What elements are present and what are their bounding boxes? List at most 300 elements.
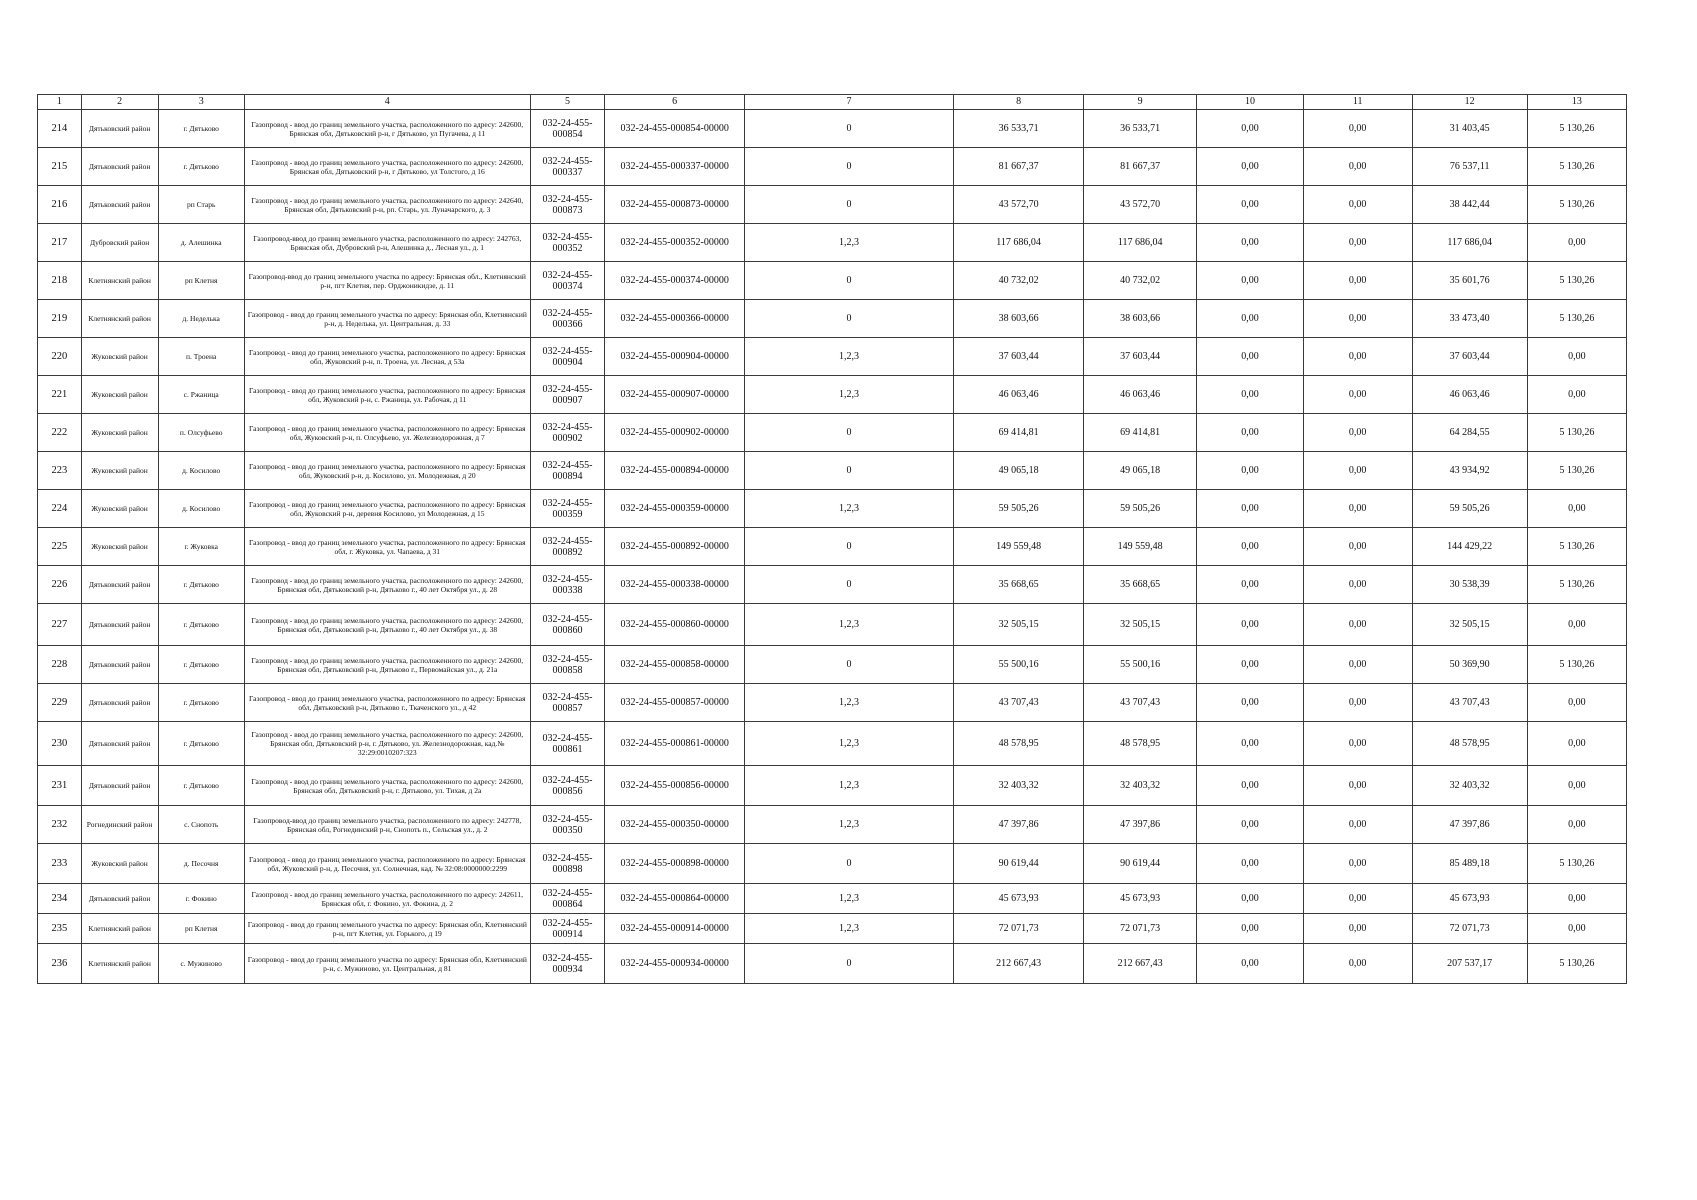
col9-cell: 38 603,66 [1084,300,1197,338]
district-cell: Дятьковский район [81,646,158,684]
col9-cell: 32 403,32 [1084,766,1197,806]
locality-cell: г. Дятьково [158,110,244,148]
col10-cell: 0,00 [1197,148,1304,186]
col12-cell: 45 673,93 [1412,884,1527,914]
col13-cell: 0,00 [1527,604,1626,646]
district-cell: Дятьковский район [81,110,158,148]
row-number-cell: 234 [38,884,82,914]
object-code-cell: 032-24-455-000861 [530,722,605,766]
col11-cell: 0,00 [1303,376,1412,414]
col9-cell: 69 414,81 [1084,414,1197,452]
col13-cell: 5 130,26 [1527,566,1626,604]
district-cell: Клетнянский район [81,914,158,944]
col9-cell: 48 578,95 [1084,722,1197,766]
object-description-cell: Газопровод - ввод до границ земельного участка по адресу: Брянская обл, Клетнянский р-н, д. Неделька, ул. Центральная, д. 33 [244,300,530,338]
locality-cell: д. Косилово [158,452,244,490]
col11-cell: 0,00 [1303,224,1412,262]
col12-cell: 35 601,76 [1412,262,1527,300]
col11-cell: 0,00 [1303,338,1412,376]
col13-cell: 0,00 [1527,766,1626,806]
district-cell: Дятьковский район [81,722,158,766]
row-number-cell: 228 [38,646,82,684]
col9-cell: 72 071,73 [1084,914,1197,944]
column-header-5: 5 [530,95,605,110]
col11-cell: 0,00 [1303,844,1412,884]
col12-cell: 37 603,44 [1412,338,1527,376]
locality-cell: г. Дятьково [158,566,244,604]
col13-cell: 5 130,26 [1527,110,1626,148]
object-code-cell: 032-24-455-000873 [530,186,605,224]
col7-cell: 0 [745,148,954,186]
object-description-cell: Газопровод - ввод до границ земельного участка по адресу: Брянская обл, Клетнянский р-н, с. Мужиново, ул. Центральная, д 81 [244,944,530,984]
col10-cell: 0,00 [1197,528,1304,566]
col9-cell: 47 397,86 [1084,806,1197,844]
full-code-cell: 032-24-455-000907-00000 [605,376,745,414]
table-row [38,646,1627,684]
locality-cell: рп Клетня [158,262,244,300]
full-code-cell: 032-24-455-000902-00000 [605,414,745,452]
col12-cell: 50 369,90 [1412,646,1527,684]
object-code-cell: 032-24-455-000902 [530,414,605,452]
col13-cell: 5 130,26 [1527,300,1626,338]
col10-cell: 0,00 [1197,604,1304,646]
col7-cell: 1,2,3 [745,766,954,806]
table-row [38,604,1627,646]
locality-cell: рп Клетня [158,914,244,944]
full-code-cell: 032-24-455-000861-00000 [605,722,745,766]
table-row [38,376,1627,414]
locality-cell: г. Дятьково [158,148,244,186]
col8-cell: 69 414,81 [954,414,1084,452]
col10-cell: 0,00 [1197,944,1304,984]
col10-cell: 0,00 [1197,338,1304,376]
row-number-cell: 225 [38,528,82,566]
col8-cell: 48 578,95 [954,722,1084,766]
col8-cell: 45 673,93 [954,884,1084,914]
district-cell: Клетнянский район [81,262,158,300]
col7-cell: 0 [745,646,954,684]
col8-cell: 149 559,48 [954,528,1084,566]
col12-cell: 59 505,26 [1412,490,1527,528]
col10-cell: 0,00 [1197,844,1304,884]
col10-cell: 0,00 [1197,186,1304,224]
row-number-cell: 215 [38,148,82,186]
col11-cell: 0,00 [1303,186,1412,224]
col12-cell: 43 934,92 [1412,452,1527,490]
full-code-cell: 032-24-455-000894-00000 [605,452,745,490]
col13-cell: 0,00 [1527,884,1626,914]
object-description-cell: Газопровод - ввод до границ земельного участка, расположенного по адресу: 242640, Брянская обл, Дятьковский р-н, рп. Старь, ул. Луначарского, д. 3 [244,186,530,224]
table-row [38,566,1627,604]
row-number-cell: 221 [38,376,82,414]
col9-cell: 149 559,48 [1084,528,1197,566]
col11-cell: 0,00 [1303,110,1412,148]
object-code-cell: 032-24-455-000352 [530,224,605,262]
object-code-cell: 032-24-455-000898 [530,844,605,884]
locality-cell: д. Косилово [158,490,244,528]
locality-cell: д. Песочня [158,844,244,884]
full-code-cell: 032-24-455-000858-00000 [605,646,745,684]
col11-cell: 0,00 [1303,684,1412,722]
col13-cell: 5 130,26 [1527,262,1626,300]
object-code-cell: 032-24-455-000338 [530,566,605,604]
col10-cell: 0,00 [1197,806,1304,844]
table-row [38,722,1627,766]
full-code-cell: 032-24-455-000856-00000 [605,766,745,806]
full-code-cell: 032-24-455-000857-00000 [605,684,745,722]
col11-cell: 0,00 [1303,722,1412,766]
table-row [38,110,1627,148]
col9-cell: 81 667,37 [1084,148,1197,186]
col11-cell: 0,00 [1303,646,1412,684]
col7-cell: 0 [745,566,954,604]
object-description-cell: Газопровод-ввод до границ земельного участка, расположенного по адресу: 242763, Брянская обл, Дубровский р-н, Алешинка д., Лесная ул., д. 1 [244,224,530,262]
table-row [38,944,1627,984]
col12-cell: 207 537,17 [1412,944,1527,984]
full-code-cell: 032-24-455-000914-00000 [605,914,745,944]
object-code-cell: 032-24-455-000854 [530,110,605,148]
col7-cell: 1,2,3 [745,604,954,646]
col11-cell: 0,00 [1303,884,1412,914]
col11-cell: 0,00 [1303,944,1412,984]
col8-cell: 81 667,37 [954,148,1084,186]
col11-cell: 0,00 [1303,490,1412,528]
object-description-cell: Газопровод-ввод до границ земельного участка, расположенного по адресу: 242778, Брянская обл, Рогнединский р-н, Снопоть п., Сельская ул., д. 2 [244,806,530,844]
col10-cell: 0,00 [1197,224,1304,262]
col9-cell: 43 572,70 [1084,186,1197,224]
table-row [38,528,1627,566]
object-description-cell: Газопровод - ввод до границ земельного участка, расположенного по адресу: Брянская обл, Жуковский р-н, д. Косилово, ул. Молодежная, д 20 [244,452,530,490]
col10-cell: 0,00 [1197,722,1304,766]
col7-cell: 1,2,3 [745,722,954,766]
col13-cell: 5 130,26 [1527,186,1626,224]
column-header-12: 12 [1412,95,1527,110]
col13-cell: 0,00 [1527,914,1626,944]
row-number-cell: 222 [38,414,82,452]
column-header-10: 10 [1197,95,1304,110]
object-description-cell: Газопровод - ввод до границ земельного участка, расположенного по адресу: Брянская обл, г. Жуковка, ул. Чапаева, д 31 [244,528,530,566]
full-code-cell: 032-24-455-000854-00000 [605,110,745,148]
col13-cell: 5 130,26 [1527,414,1626,452]
object-code-cell: 032-24-455-000350 [530,806,605,844]
col7-cell: 1,2,3 [745,338,954,376]
col11-cell: 0,00 [1303,148,1412,186]
object-description-cell: Газопровод - ввод до границ земельного участка, расположенного по адресу: Брянская обл, Жуковский р-н, п. Троена, ул. Лесная, д 53а [244,338,530,376]
col12-cell: 144 429,22 [1412,528,1527,566]
col9-cell: 46 063,46 [1084,376,1197,414]
full-code-cell: 032-24-455-000934-00000 [605,944,745,984]
locality-cell: д. Неделька [158,300,244,338]
col10-cell: 0,00 [1197,646,1304,684]
col9-cell: 49 065,18 [1084,452,1197,490]
col12-cell: 76 537,11 [1412,148,1527,186]
col9-cell: 45 673,93 [1084,884,1197,914]
col12-cell: 33 473,40 [1412,300,1527,338]
row-number-cell: 235 [38,914,82,944]
column-header-3: 3 [158,95,244,110]
table-row [38,414,1627,452]
row-number-cell: 227 [38,604,82,646]
full-code-cell: 032-24-455-000338-00000 [605,566,745,604]
col10-cell: 0,00 [1197,490,1304,528]
col11-cell: 0,00 [1303,914,1412,944]
col7-cell: 1,2,3 [745,684,954,722]
col7-cell: 1,2,3 [745,914,954,944]
locality-cell: п. Олсуфьево [158,414,244,452]
col9-cell: 32 505,15 [1084,604,1197,646]
col8-cell: 43 572,70 [954,186,1084,224]
col12-cell: 72 071,73 [1412,914,1527,944]
table-row [38,186,1627,224]
col11-cell: 0,00 [1303,604,1412,646]
col7-cell: 0 [745,452,954,490]
district-cell: Жуковский район [81,338,158,376]
locality-cell: с. Ржаница [158,376,244,414]
col7-cell: 0 [745,944,954,984]
column-header-6: 6 [605,95,745,110]
col13-cell: 0,00 [1527,338,1626,376]
district-cell: Жуковский район [81,452,158,490]
col12-cell: 46 063,46 [1412,376,1527,414]
col8-cell: 72 071,73 [954,914,1084,944]
locality-cell: рп Старь [158,186,244,224]
col12-cell: 31 403,45 [1412,110,1527,148]
col8-cell: 55 500,16 [954,646,1084,684]
column-header-1: 1 [38,95,82,110]
column-header-7: 7 [745,95,954,110]
col7-cell: 0 [745,414,954,452]
column-number-row [38,95,1627,110]
col7-cell: 0 [745,844,954,884]
col9-cell: 40 732,02 [1084,262,1197,300]
object-description-cell: Газопровод-ввод до границ земельного участка по адресу: Брянская обл., Клетнянский р-н, пгт Клетня, пер. Орджоникидзе, д. 11 [244,262,530,300]
district-cell: Клетнянский район [81,300,158,338]
col8-cell: 37 603,44 [954,338,1084,376]
col11-cell: 0,00 [1303,414,1412,452]
row-number-cell: 217 [38,224,82,262]
col13-cell: 0,00 [1527,376,1626,414]
col7-cell: 1,2,3 [745,806,954,844]
col12-cell: 47 397,86 [1412,806,1527,844]
object-description-cell: Газопровод - ввод до границ земельного участка, расположенного по адресу: 242600, Брянская обл, Дятьковский р-н, Дятьково г., 40 лет Октября ул., д. 28 [244,566,530,604]
col13-cell: 0,00 [1527,490,1626,528]
column-header-11: 11 [1303,95,1412,110]
district-cell: Дятьковский район [81,148,158,186]
object-description-cell: Газопровод - ввод до границ земельного участка по адресу: Брянская обл, Клетнянский р-н, пгт Клетня, ул. Горького, д 19 [244,914,530,944]
locality-cell: п. Троена [158,338,244,376]
col10-cell: 0,00 [1197,452,1304,490]
object-code-cell: 032-24-455-000366 [530,300,605,338]
col10-cell: 0,00 [1197,884,1304,914]
locality-cell: г. Дятьково [158,722,244,766]
district-cell: Клетнянский район [81,944,158,984]
col8-cell: 32 403,32 [954,766,1084,806]
district-cell: Дятьковский район [81,684,158,722]
locality-cell: г. Дятьково [158,604,244,646]
col7-cell: 0 [745,186,954,224]
col12-cell: 117 686,04 [1412,224,1527,262]
column-header-2: 2 [81,95,158,110]
row-number-cell: 220 [38,338,82,376]
col11-cell: 0,00 [1303,262,1412,300]
table-row [38,490,1627,528]
object-description-cell: Газопровод - ввод до границ земельного участка, расположенного по адресу: 242600, Брянская обл, Дятьковский р-н, г. Дятьково, ул. Железнодорожная, кад.№ 32:29:0010207:323 [244,722,530,766]
district-cell: Жуковский район [81,844,158,884]
district-cell: Дятьковский район [81,766,158,806]
col7-cell: 0 [745,110,954,148]
table-header [38,95,1627,110]
col13-cell: 0,00 [1527,722,1626,766]
col12-cell: 32 505,15 [1412,604,1527,646]
col12-cell: 30 538,39 [1412,566,1527,604]
row-number-cell: 216 [38,186,82,224]
row-number-cell: 229 [38,684,82,722]
full-code-cell: 032-24-455-000350-00000 [605,806,745,844]
full-code-cell: 032-24-455-000892-00000 [605,528,745,566]
col10-cell: 0,00 [1197,914,1304,944]
col13-cell: 5 130,26 [1527,646,1626,684]
col12-cell: 43 707,43 [1412,684,1527,722]
table-row [38,300,1627,338]
object-description-cell: Газопровод - ввод до границ земельного участка, расположенного по адресу: Брянская обл, Жуковский р-н, с. Ржаница, ул. Рабочая, д 11 [244,376,530,414]
col13-cell: 0,00 [1527,684,1626,722]
locality-cell: г. Жуковка [158,528,244,566]
col13-cell: 0,00 [1527,806,1626,844]
col10-cell: 0,00 [1197,110,1304,148]
col13-cell: 5 130,26 [1527,148,1626,186]
table-row [38,914,1627,944]
column-header-13: 13 [1527,95,1626,110]
full-code-cell: 032-24-455-000359-00000 [605,490,745,528]
col10-cell: 0,00 [1197,262,1304,300]
district-cell: Жуковский район [81,490,158,528]
col9-cell: 43 707,43 [1084,684,1197,722]
col8-cell: 47 397,86 [954,806,1084,844]
district-cell: Рогнединский район [81,806,158,844]
locality-cell: с. Мужиново [158,944,244,984]
object-code-cell: 032-24-455-000934 [530,944,605,984]
object-description-cell: Газопровод - ввод до границ земельного участка, расположенного по адресу: 242600, Брянская обл, Дятьковский р-н, г. Дятьково, ул. Тихая, д 2а [244,766,530,806]
object-description-cell: Газопровод - ввод до границ земельного участка, расположенного по адресу: Брянская обл, Дятьковский р-н, Дятьково г., Ткаченского ул., д 42 [244,684,530,722]
object-code-cell: 032-24-455-000894 [530,452,605,490]
col8-cell: 35 668,65 [954,566,1084,604]
col8-cell: 117 686,04 [954,224,1084,262]
table-row [38,338,1627,376]
locality-cell: г. Дятьково [158,684,244,722]
district-cell: Дятьковский район [81,884,158,914]
col11-cell: 0,00 [1303,766,1412,806]
district-cell: Жуковский район [81,414,158,452]
col8-cell: 59 505,26 [954,490,1084,528]
full-code-cell: 032-24-455-000366-00000 [605,300,745,338]
object-description-cell: Газопровод - ввод до границ земельного участка, расположенного по адресу: Брянская обл, Жуковский р-н, д. Песочня, ул. Солнечная, кад. № 32:08:0000000:2299 [244,844,530,884]
col13-cell: 5 130,26 [1527,528,1626,566]
full-code-cell: 032-24-455-000904-00000 [605,338,745,376]
object-code-cell: 032-24-455-000892 [530,528,605,566]
col13-cell: 5 130,26 [1527,844,1626,884]
col10-cell: 0,00 [1197,376,1304,414]
col9-cell: 90 619,44 [1084,844,1197,884]
col8-cell: 40 732,02 [954,262,1084,300]
col8-cell: 46 063,46 [954,376,1084,414]
col12-cell: 38 442,44 [1412,186,1527,224]
object-description-cell: Газопровод - ввод до границ земельного участка, расположенного по адресу: 242611, Брянская обл, г. Фокино, ул. Фокина, д. 2 [244,884,530,914]
object-code-cell: 032-24-455-000904 [530,338,605,376]
col10-cell: 0,00 [1197,566,1304,604]
locality-cell: д. Алешинка [158,224,244,262]
object-description-cell: Газопровод - ввод до границ земельного участка, расположенного по адресу: 242600, Брянская обл, Дятьковский р-н, Дятьково г., Первомайская ул., д. 21а [244,646,530,684]
col8-cell: 32 505,15 [954,604,1084,646]
table-row [38,452,1627,490]
table-row [38,224,1627,262]
table-row [38,148,1627,186]
row-number-cell: 214 [38,110,82,148]
full-code-cell: 032-24-455-000873-00000 [605,186,745,224]
table-body [38,110,1627,984]
col10-cell: 0,00 [1197,414,1304,452]
row-number-cell: 232 [38,806,82,844]
object-code-cell: 032-24-455-000337 [530,148,605,186]
row-number-cell: 218 [38,262,82,300]
full-code-cell: 032-24-455-000864-00000 [605,884,745,914]
col7-cell: 0 [745,528,954,566]
district-cell: Дятьковский район [81,604,158,646]
col11-cell: 0,00 [1303,566,1412,604]
object-description-cell: Газопровод - ввод до границ земельного участка, расположенного по адресу: 242600, Брянская обл, Дятьковский р-н, г Дятьково, ул Толстого, д 16 [244,148,530,186]
object-code-cell: 032-24-455-000374 [530,262,605,300]
full-code-cell: 032-24-455-000898-00000 [605,844,745,884]
col13-cell: 0,00 [1527,224,1626,262]
row-number-cell: 219 [38,300,82,338]
table-row [38,684,1627,722]
table-row [38,806,1627,844]
object-code-cell: 032-24-455-000914 [530,914,605,944]
district-cell: Дубровский район [81,224,158,262]
col11-cell: 0,00 [1303,806,1412,844]
col9-cell: 59 505,26 [1084,490,1197,528]
table-row [38,844,1627,884]
row-number-cell: 231 [38,766,82,806]
col9-cell: 212 667,43 [1084,944,1197,984]
object-description-cell: Газопровод - ввод до границ земельного участка, расположенного по адресу: Брянская обл, Жуковский р-н, п. Олсуфьево, ул. Железнодорожная, д 7 [244,414,530,452]
table-row [38,766,1627,806]
col8-cell: 49 065,18 [954,452,1084,490]
district-cell: Дятьковский район [81,566,158,604]
object-code-cell: 032-24-455-000860 [530,604,605,646]
col8-cell: 212 667,43 [954,944,1084,984]
col9-cell: 55 500,16 [1084,646,1197,684]
col11-cell: 0,00 [1303,300,1412,338]
object-code-cell: 032-24-455-000864 [530,884,605,914]
row-number-cell: 236 [38,944,82,984]
object-description-cell: Газопровод - ввод до границ земельного участка, расположенного по адресу: Брянская обл, Жуковский р-н, деревня Косилово, ул Молодежная, д 15 [244,490,530,528]
full-code-cell: 032-24-455-000352-00000 [605,224,745,262]
object-description-cell: Газопровод - ввод до границ земельного участка, расположенного по адресу: 242600, Брянская обл, Дятьковский р-н, Дятьково г., 40 лет Октября ул., д. 38 [244,604,530,646]
object-code-cell: 032-24-455-000907 [530,376,605,414]
col9-cell: 35 668,65 [1084,566,1197,604]
col13-cell: 5 130,26 [1527,452,1626,490]
col9-cell: 117 686,04 [1084,224,1197,262]
col7-cell: 1,2,3 [745,224,954,262]
row-number-cell: 233 [38,844,82,884]
locality-cell: с. Снопоть [158,806,244,844]
column-header-8: 8 [954,95,1084,110]
column-header-9: 9 [1084,95,1197,110]
col7-cell: 1,2,3 [745,884,954,914]
table-row [38,884,1627,914]
object-code-cell: 032-24-455-000858 [530,646,605,684]
locality-cell: г. Фокино [158,884,244,914]
